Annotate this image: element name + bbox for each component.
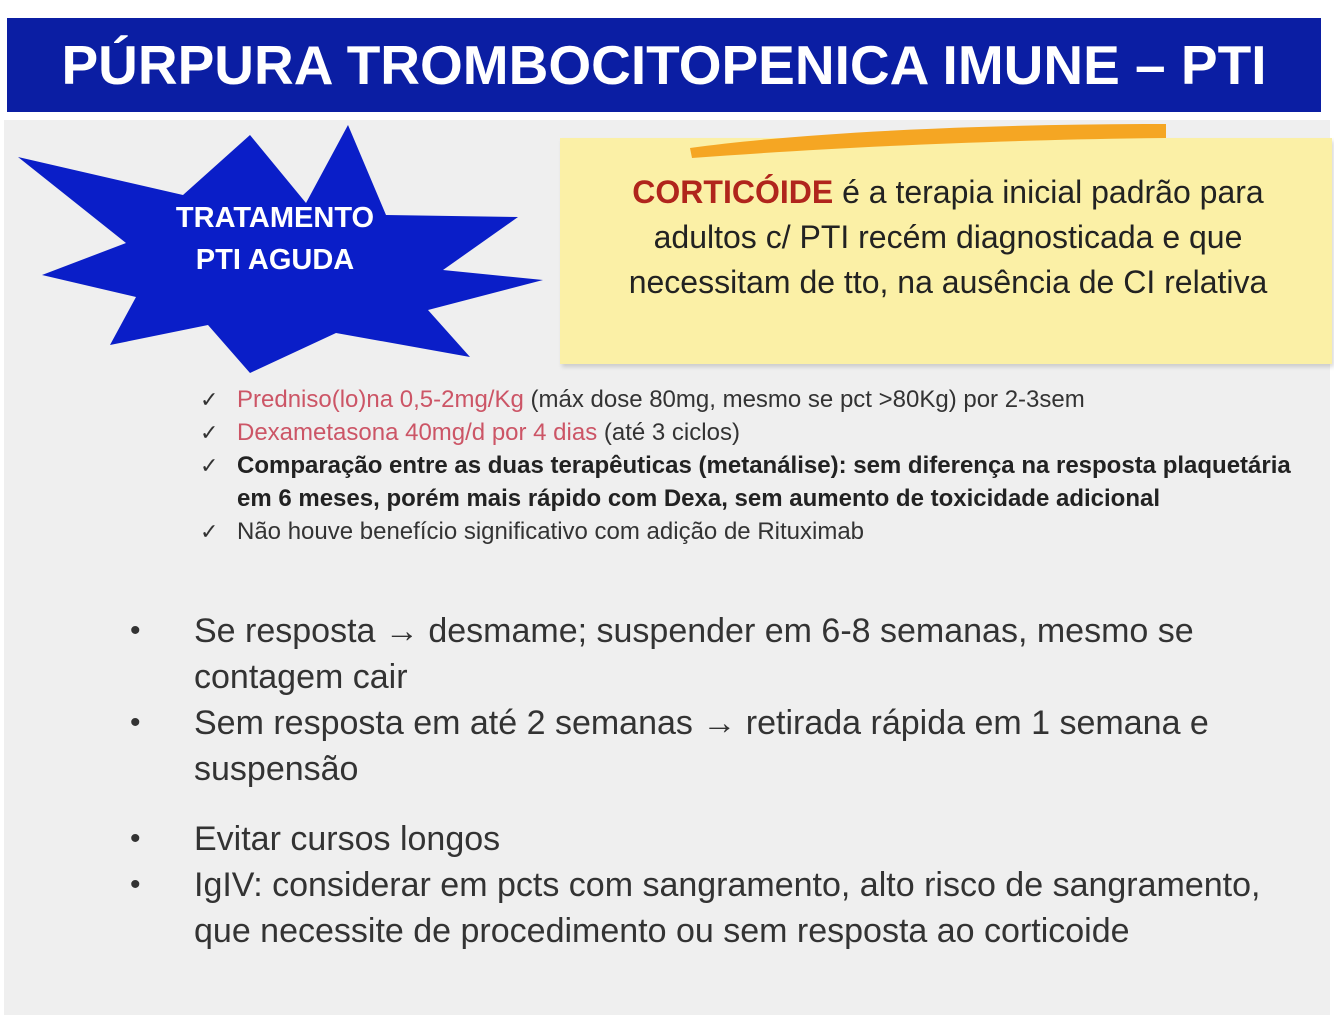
bullet-text: Evitar cursos longos: [194, 820, 501, 858]
badge-line-1: TRATAMENTO: [175, 202, 375, 234]
check-item-highlight: Predniso(lo)na 0,5-2mg/Kg: [237, 386, 524, 413]
bullet-marker: •: [130, 868, 141, 901]
badge-line-2: PTI AGUDA: [195, 244, 355, 276]
check-list: [200, 383, 1310, 548]
bullet-text: Sem resposta em até 2 semanas → retirada rápida em 1 semana e suspensão: [194, 704, 1209, 788]
check-icon: ✓: [200, 519, 219, 544]
note-highlight: CORTICÓIDE: [632, 174, 834, 210]
check-item: [200, 383, 1310, 416]
bullet-marker: •: [130, 706, 141, 739]
check-item: [200, 515, 1310, 548]
bullet-item: [130, 816, 1290, 862]
bullet-list: [130, 608, 1290, 954]
check-icon: ✓: [200, 420, 219, 445]
title-bar: [7, 18, 1321, 112]
note-text: [578, 170, 1318, 305]
page-title: PÚRPURA TROMBOCITOPENICA IMUNE – PTI: [61, 34, 1267, 96]
bullet-text: Se resposta → desmame; suspender em 6-8 semanas, mesmo se contagem cair: [194, 612, 1194, 696]
bullet-marker: •: [130, 614, 141, 647]
check-icon: ✓: [200, 387, 219, 412]
check-icon: ✓: [200, 453, 219, 478]
bullet-text: IgIV: considerar em pcts com sangramento, alto risco de sangramento, que necessite de procedimento ou sem resposta ao corticoide: [194, 866, 1261, 950]
bullet-item: [130, 700, 1290, 792]
check-item-text: (máx dose 80mg, mesmo se pct >80Kg) por 2-3sem: [523, 386, 1085, 413]
highlighter-stroke: [686, 118, 1170, 160]
check-item: [200, 449, 1310, 515]
bullet-item: [130, 608, 1290, 700]
check-item-highlight: Dexametasona 40mg/d por 4 dias: [237, 419, 598, 446]
check-item: [200, 416, 1310, 449]
check-item-text: (até 3 ciclos): [597, 419, 740, 446]
note-body: é a terapia inicial padrão para adultos c/ PTI recém diagnosticada e que necessitam de tto, na ausência de CI relativa: [628, 174, 1268, 300]
bullet-item: [130, 862, 1290, 954]
bullet-marker: •: [130, 822, 141, 855]
check-item-bold: Comparação entre as duas terapêuticas (metanálise): sem diferença na resposta plaquetária em 6 meses, porém mais rápido com Dexa, sem aumento de toxicidade adicional: [237, 452, 1291, 512]
badge-label: [140, 197, 410, 281]
check-item-text: Não houve benefício significativo com adição de Rituximab: [237, 518, 865, 545]
